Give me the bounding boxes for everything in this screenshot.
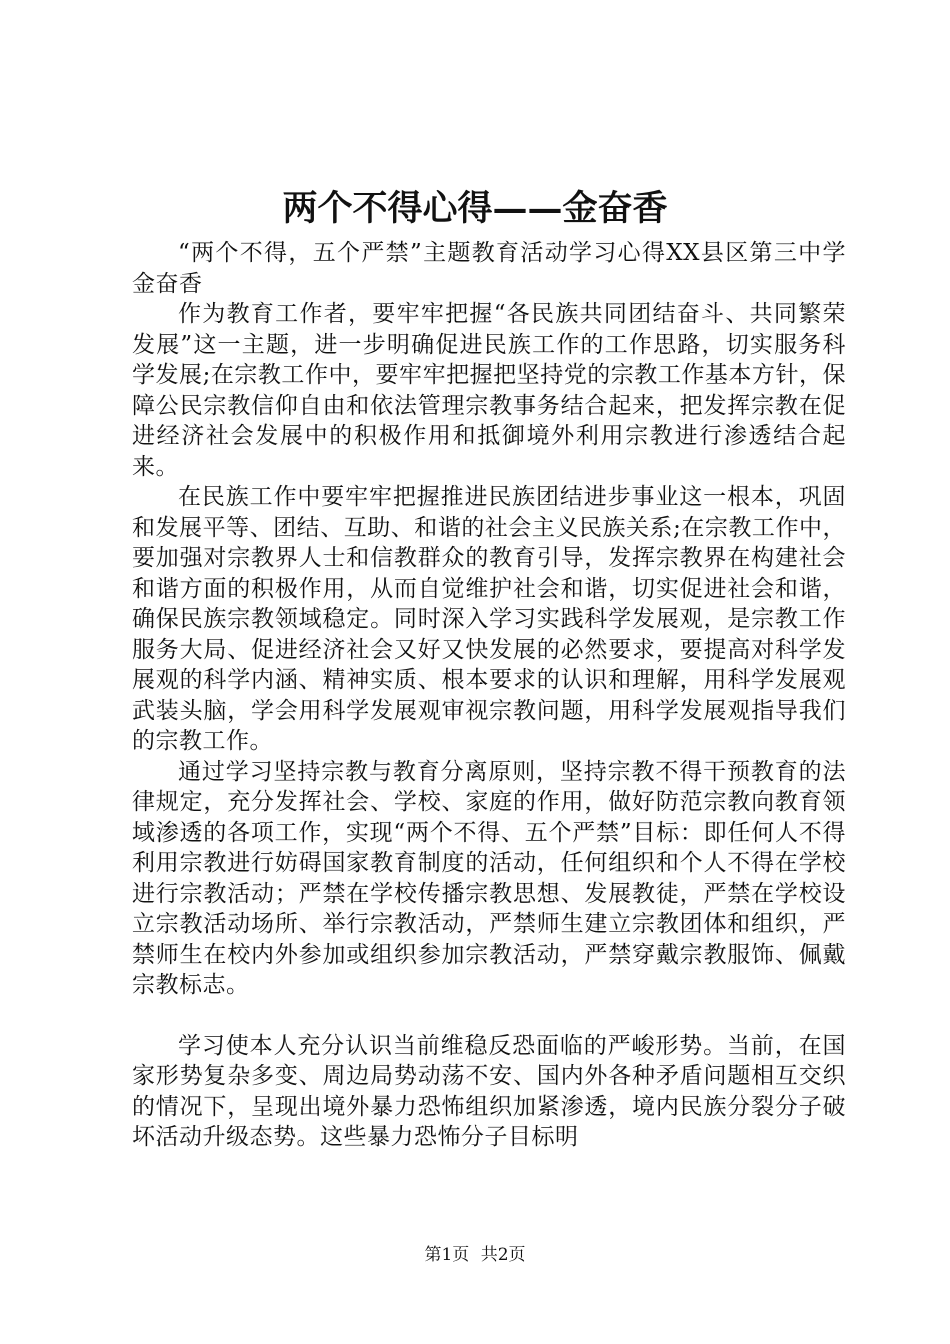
paragraph-2: 在民族工作中要牢牢把握推进民族团结进步事业这一根本，巩固和发展平等、团结、互助、和谐的社会主义民族关系;在宗教工作中，要加强对宗教界人士和信教群众的教育引导，发挥宗教界在构建社会和谐方面的积极作用，从而自觉维护社会和谐，切实促进社会和谐，确保民族宗教领域稳定。同时深入学习实践科学发展观，是宗教工作服务大局、促进经济社会又好又快发展的必然要求，要提高对科学发展观的科学内涵、精神实质、根本要求的认识和理解，用科学发展观武装头脑，学会用科学发展观审视宗教问题，用科学发展观指导我们的宗教工作。 [132, 484, 846, 754]
paragraph-3: 通过学习坚持宗教与教育分离原则，坚持宗教不得干预教育的法律规定，充分发挥社会、学校、家庭的作用，做好防范宗教向教育领域渗透的各项工作，实现“两个不得、五个严禁”目标：即任何人不得利用宗教进行妨碍国家教育制度的活动，任何组织和个人不得在学校进行宗教活动；严禁在学校传播宗教思想、发展教徒，严禁在学校设立宗教活动场所、举行宗教活动，严禁师生建立宗教团体和组织，严禁师生在校内外参加或组织参加宗教活动，严禁穿戴宗教服饰、佩戴宗教标志。 [132, 758, 846, 998]
paragraph-intro: “两个不得，五个严禁”主题教育活动学习心得XX县区第三中学金奋香 [132, 240, 846, 297]
page-footer [0, 1243, 950, 1267]
paragraph-1: 作为教育工作者，要牢牢把握“各民族共同团结奋斗、共同繁荣发展”这一主题，进一步明确促进民族工作的工作思路，切实服务科学发展;在宗教工作中，要牢牢把握把坚持党的宗教工作基本方针，保障公民宗教信仰自由和依法管理宗教事务结合起来，把发挥宗教在促进经济社会发展中的积极作用和抵御境外利用宗教进行渗透结合起来。 [132, 301, 846, 480]
document-title: 两个不得心得——金奋香 [282, 188, 668, 229]
page-total: 共2页 [480, 1245, 526, 1265]
page-number: 第1页 [424, 1245, 470, 1265]
document-body [132, 238, 846, 1153]
paragraph-4: 学习使本人充分认识当前维稳反恐面临的严峻形势。当前，在国家形势复杂多变、周边局势动荡不安、国内外各种矛盾问题相互交织的情况下，呈现出境外暴力恐怖组织加紧渗透，境内民族分裂分子破坏活动升级态势。这些暴力恐怖分子目标明 [132, 1032, 846, 1150]
